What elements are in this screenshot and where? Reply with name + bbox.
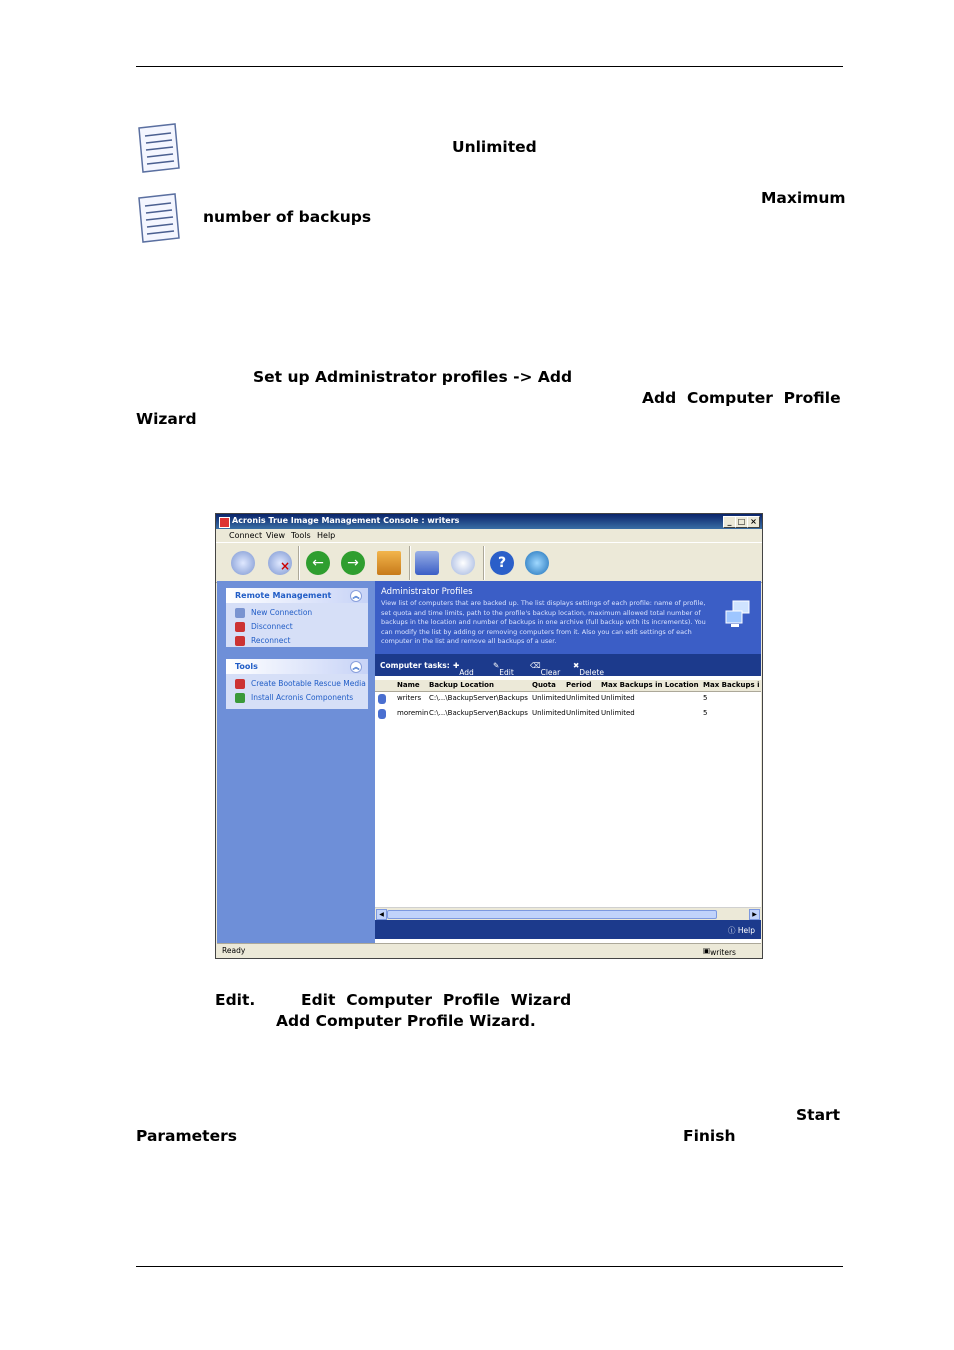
computer-icon (378, 694, 386, 704)
new-connection-link[interactable]: New Connection (235, 608, 312, 618)
menu-view[interactable]: View (266, 531, 285, 540)
edit-wizard-name: Edit Computer Profile Wizard (301, 991, 572, 1009)
computer-icon (378, 709, 386, 719)
status-connection: ▣ writers (703, 946, 736, 957)
tools-panel (226, 659, 368, 709)
table-row[interactable]: writers C:\...\BackupServer\Backups Unlimited Unlimited Unlimited 5 (375, 693, 761, 706)
collapse-icon[interactable]: ︽ (350, 590, 362, 602)
parameters-label: Parameters (136, 1127, 237, 1145)
col-max-location[interactable]: Max Backups in Location (601, 681, 699, 689)
note-icon (133, 122, 183, 176)
toolbar-separator (483, 546, 485, 580)
horizontal-scrollbar[interactable] (375, 907, 761, 920)
menu-tools[interactable]: Tools (291, 531, 311, 540)
remote-management-panel (226, 588, 368, 647)
status-text: Ready (222, 946, 246, 955)
help-bar (375, 920, 761, 939)
disconnect-icon[interactable]: × (268, 551, 292, 575)
app-icon (219, 517, 230, 528)
finish-label: Finish (683, 1127, 736, 1145)
disconnect-link[interactable]: Disconnect (235, 622, 293, 632)
title-bar (216, 514, 762, 529)
setup-instruction: Set up Administrator profiles -> Add (253, 368, 573, 386)
profiles-header (375, 581, 761, 654)
col-name[interactable]: Name (397, 681, 420, 689)
panel-title: Remote Management (235, 591, 332, 600)
col-quota[interactable]: Quota (532, 681, 556, 689)
note2-keyword-b: number of backups (203, 208, 372, 226)
forward-icon[interactable]: → (341, 551, 365, 575)
start-label: Start (796, 1106, 841, 1124)
menu-help[interactable]: Help (317, 531, 336, 540)
connect-icon[interactable] (231, 551, 255, 575)
section-title: Administrator Profiles (381, 587, 473, 597)
help-link[interactable]: ⓘ Help (728, 926, 755, 935)
menu-connect[interactable]: Connect (229, 531, 263, 540)
note-icon (133, 192, 183, 246)
table-row[interactable]: moremin C:\...\BackupServer\Backups Unlimited Unlimited Unlimited 5 (375, 708, 761, 721)
wizard-name-a: Add Computer Profile (642, 389, 841, 407)
reconnect-link[interactable]: Reconnect (235, 636, 290, 646)
main-pane (375, 581, 761, 943)
col-max-archive[interactable]: Max Backups i (703, 681, 760, 689)
footer-rule (136, 1266, 843, 1267)
web-icon[interactable] (525, 551, 549, 575)
task-pane (217, 581, 375, 943)
clear-button[interactable]: ⌫ Clear (530, 661, 561, 677)
menu-bar (216, 529, 762, 542)
edit-label: Edit. (215, 991, 256, 1009)
profiles-table (375, 676, 761, 906)
help-icon[interactable]: ? (490, 551, 514, 575)
computers-icon (723, 599, 753, 631)
back-icon[interactable]: ← (306, 551, 330, 575)
collapse-icon[interactable]: ︽ (350, 661, 362, 673)
panel-title: Tools (235, 662, 258, 671)
maximize-button[interactable]: □ (735, 516, 748, 528)
install-components-link[interactable]: Install Acronis Components (235, 693, 353, 703)
col-location[interactable]: Backup Location (429, 681, 494, 689)
section-description: View list of computers that are backed up. The list displays settings of each profile: name of profile, set quota and time limits, path to the profile's backup location, maximum allowed total number of backups in the location and number of backups in one archive (full backup with its increments). You can modify the list by adding or removing computers from it. Also you can edit settings of each computer in the list and remove all backups of a user. (381, 599, 706, 645)
delete-button[interactable]: ✖ Delete (573, 661, 604, 677)
note2-keyword-a: Maximum (761, 189, 846, 207)
add-wizard-name: Add Computer Profile Wizard. (276, 1012, 536, 1030)
close-button[interactable]: × (747, 516, 760, 528)
add-button[interactable]: ✚ Add (453, 661, 474, 677)
disk-icon[interactable] (451, 551, 475, 575)
header-rule (136, 66, 843, 67)
home-icon[interactable] (377, 551, 401, 575)
app-window-screenshot (215, 513, 763, 959)
computer-tasks-bar (375, 654, 761, 676)
note1-keyword: Unlimited (452, 138, 537, 156)
wizard-name-b: Wizard (136, 410, 197, 428)
manage-icon[interactable] (415, 551, 439, 575)
tasks-label: Computer tasks: (380, 661, 450, 670)
window-title: Acronis True Image Management Console : writers (232, 516, 460, 525)
minimize-button[interactable]: _ (723, 516, 736, 528)
scroll-right-icon[interactable]: ▶ (749, 909, 760, 920)
create-rescue-media-link[interactable]: Create Bootable Rescue Media (235, 679, 366, 689)
scroll-thumb[interactable] (387, 910, 717, 919)
table-header (375, 680, 761, 692)
scroll-left-icon[interactable]: ◀ (376, 909, 387, 920)
toolbar-separator (298, 546, 300, 580)
status-bar (217, 943, 761, 958)
toolbar-separator (409, 546, 411, 580)
edit-button[interactable]: ✎ Edit (493, 661, 514, 677)
col-period[interactable]: Period (566, 681, 592, 689)
toolbar (216, 542, 762, 583)
